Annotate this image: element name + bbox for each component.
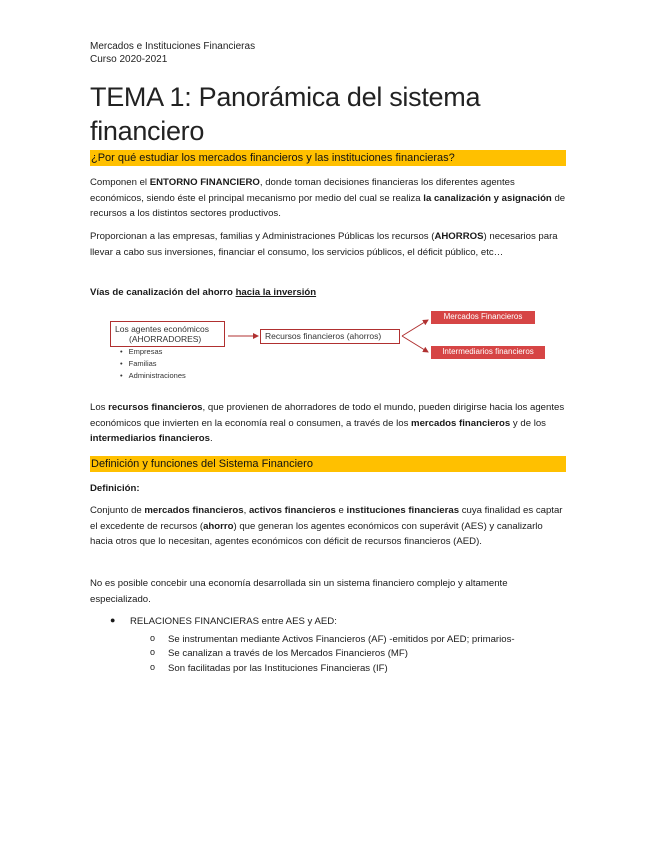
agents-box: [110, 321, 225, 347]
agents-list-item: • Empresas: [120, 346, 186, 358]
subheading-vias: Vías de canalización del ahorro hacia la inversión: [90, 287, 317, 298]
resources-box: Recursos financieros (ahorros): [260, 329, 400, 344]
course-name: Mercados e Instituciones Financieras: [90, 41, 256, 52]
intermediaries-box: Intermediarios financieros: [431, 346, 545, 359]
circle-bullet-icon: o: [150, 662, 156, 672]
paragraph-recursos: Proporcionan a las empresas, familias y Administraciones Públicas los recursos (AHORROS) necesarios para llevar a cabo sus inversiones, financiar el consumo, los servicios públicos, el déficit público, etc…: [90, 231, 558, 258]
sub-bullet: Son facilitadas por las Instituciones Financieras (IF): [168, 663, 388, 674]
sub-bullet: Se canalizan a través de los Mercados Financieros (MF): [168, 648, 408, 659]
circle-bullet-icon: o: [150, 647, 156, 657]
agents-list-item: • Administraciones: [120, 370, 186, 382]
circle-bullet-icon: o: [150, 633, 156, 643]
section-heading-why: ¿Por qué estudiar los mercados financieros y las instituciones financieras?: [90, 150, 566, 166]
paragraph-recursos-financieros: Los recursos financieros, que provienen de ahorradores de todo el mundo, pueden dirigirse hacia los agentes económicos que invierten en la economía real o consumen, a través de los mercados financieros y de los intermediarios financieros.: [90, 402, 565, 444]
agents-list-item: • Familias: [120, 358, 186, 370]
agents-label: Los agentes económicos: [115, 324, 210, 334]
section-heading-definicion: Definición y funciones del Sistema Financiero: [90, 456, 566, 472]
sub-bullet: Se instrumentan mediante Activos Financieros (AF) -emitidos por AED; primarios-: [168, 634, 515, 645]
agents-list: [120, 346, 186, 382]
paragraph-definicion: Conjunto de mercados financieros, activos financieros e instituciones financieras cuya finalidad es captar el excedente de recursos (ahorro) que generan los agentes económicos con superávit (AES) y canalizarlo hacia otros que lo necesitan, agentes económicos con déficit de recursos financieros (AED).: [90, 505, 563, 547]
definition-label: Definición:: [90, 483, 140, 494]
page-title: TEMA 1: Panorámica del sistema financiero: [90, 82, 481, 146]
course-year: Curso 2020-2021: [90, 54, 168, 65]
markets-box: Mercados Financieros: [431, 311, 535, 324]
bullet-icon: ●: [110, 615, 116, 625]
arrow-to-markets: [402, 320, 428, 336]
savings-channel-diagram: [110, 306, 550, 388]
bullet-relaciones: RELACIONES FINANCIERAS entre AES y AED:: [130, 616, 337, 627]
paragraph-entorno: Componen el ENTORNO FINANCIERO, donde toman decisiones financieras los diferentes agentes económicos, siendo éste el principal mecanismo por medio del cual se realiza la canalización y asignación de recursos a los distintos sectores productivos.: [90, 177, 566, 219]
agents-sublabel: (AHORRADORES): [129, 334, 202, 344]
arrow-to-intermediaries: [402, 336, 428, 352]
paragraph-economia: No es posible concebir una economía desarrollada sin un sistema financiero complejo y altamente especializado.: [90, 578, 508, 605]
